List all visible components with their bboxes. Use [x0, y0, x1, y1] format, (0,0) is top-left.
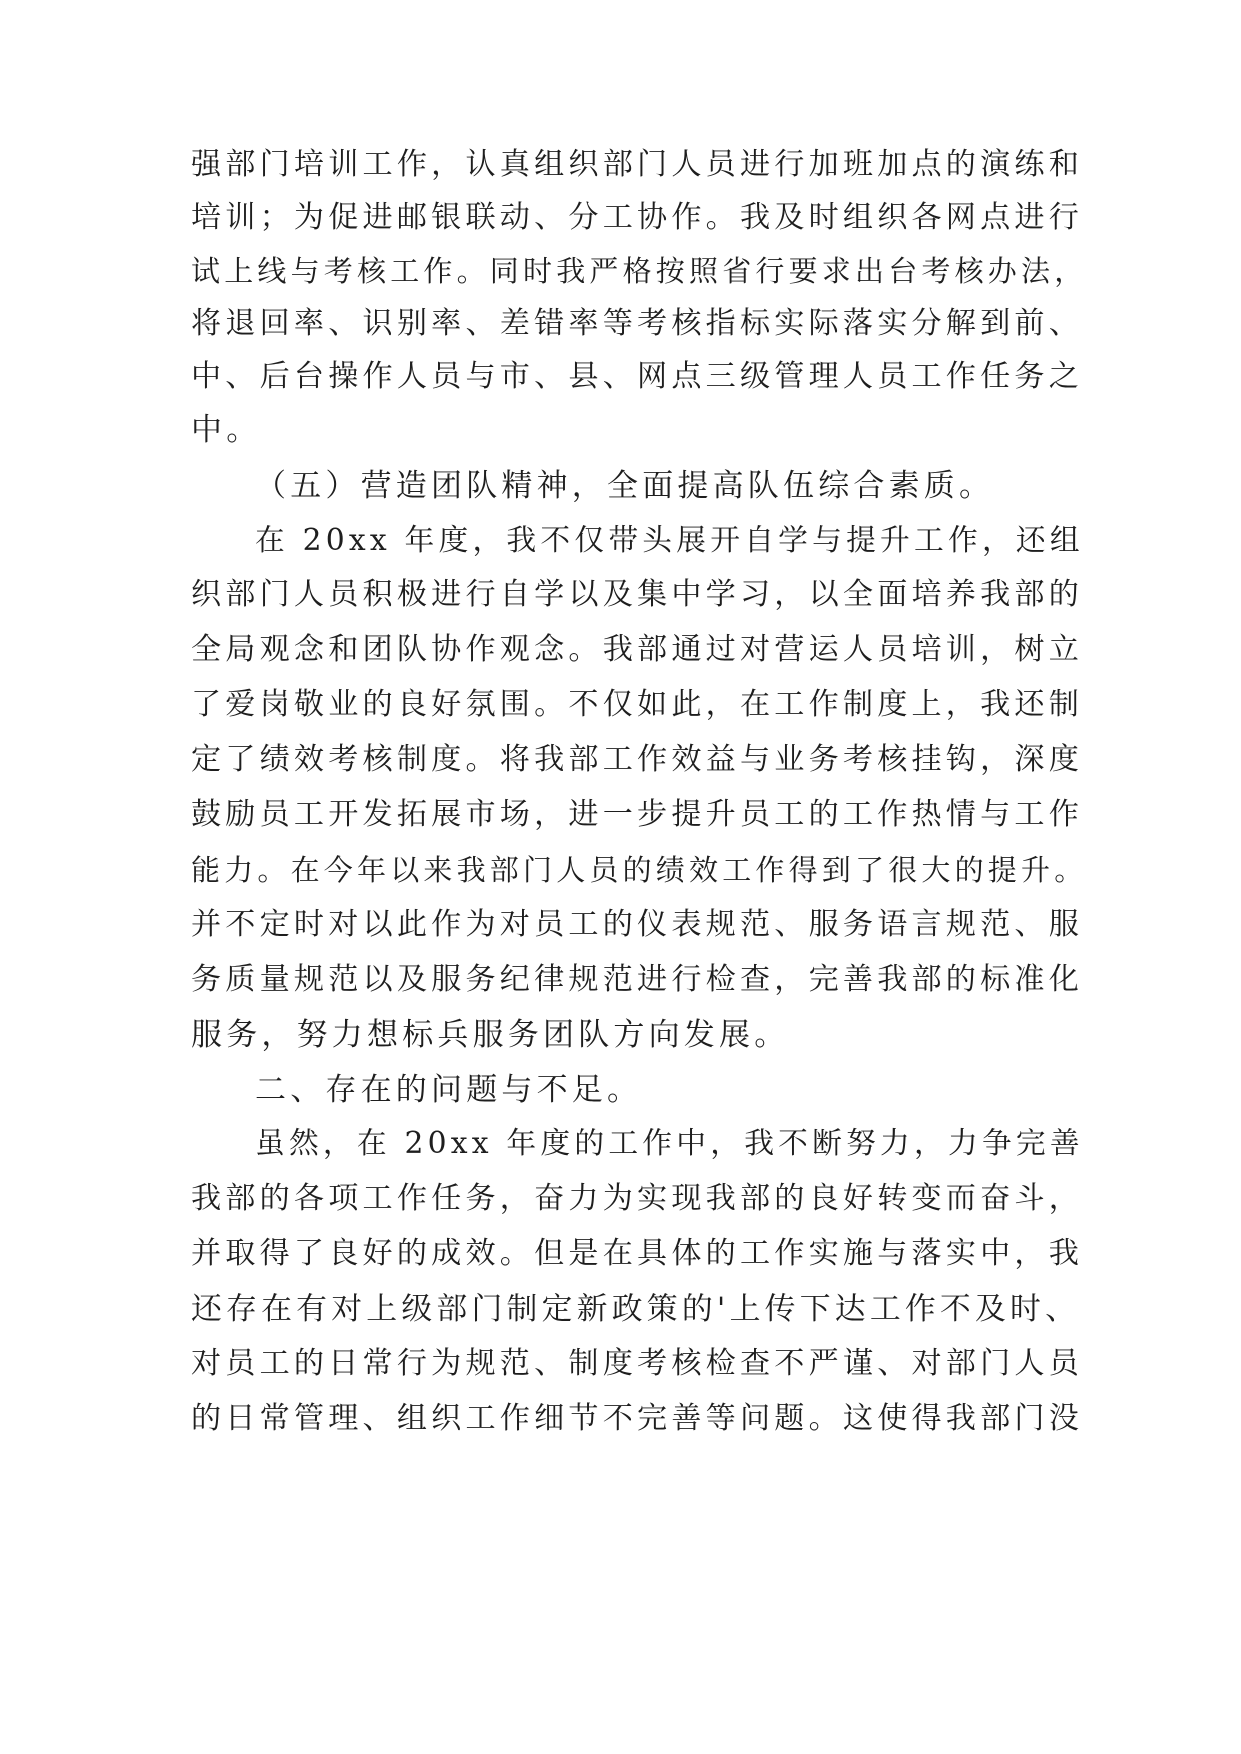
text-line: 服务，努力想标兵服务团队方向发展。	[191, 1017, 790, 1053]
text-line: 务质量规范以及服务纪律规范进行检查，完善我部的标准化	[191, 962, 1084, 997]
text-line: 全局观念和团队协作观念。我部通过对营运人员培训，树立	[191, 632, 1084, 667]
text-line: 了爱岗敬业的良好氛围。不仅如此，在工作制度上，我还制	[191, 687, 1084, 722]
text-line: 试上线与考核工作。同时我严格按照省行要求出台考核办法，	[191, 254, 1088, 288]
text-line: 并不定时对以此作为对员工的仪表规范、服务语言规范、服	[191, 907, 1084, 942]
text-line: 对员工的日常行为规范、制度考核检查不严谨、对部门人员	[191, 1346, 1084, 1381]
text-line: 将退回率、识别率、差错率等考核指标实际落实分解到前、	[191, 306, 1084, 341]
text-line: 还存在有对上级部门制定新政策的'上传下达工作不及时、	[191, 1291, 1081, 1327]
section-heading: （五）营造团队精神，全面提高队伍综合素质。	[255, 468, 995, 504]
text-line: 强部门培训工作，认真组织部门人员进行加班加点的演练和	[191, 147, 1084, 182]
text-line: 虽然，在 20xx 年度的工作中，我不断努力，力争完善	[255, 1126, 1084, 1161]
text-line: 中、后台操作人员与市、县、网点三级管理人员工作任务之	[191, 359, 1084, 394]
text-line: 鼓励员工开发拓展市场，进一步提升员工的工作热情与工作	[191, 797, 1084, 832]
text-line: 在 20xx 年度，我不仅带头展开自学与提升工作，还组	[255, 523, 1084, 558]
text-line: 并取得了良好的成效。但是在具体的工作实施与落实中，我	[191, 1236, 1084, 1271]
text-line: 培训；为促进邮银联动、分工协作。我及时组织各网点进行	[191, 200, 1084, 235]
section-heading: 二、存在的问题与不足。	[255, 1072, 643, 1108]
text-line: 我部的各项工作任务，奋力为实现我部的良好转变而奋斗，	[191, 1181, 1084, 1216]
text-line: 定了绩效考核制度。将我部工作效益与业务考核挂钩，深度	[191, 742, 1084, 777]
text-line: 能力。在今年以来我部门人员的绩效工作得到了很大的提升。	[191, 853, 1088, 887]
text-line: 中。	[191, 412, 262, 448]
text-line: 织部门人员积极进行自学以及集中学习，以全面培养我部的	[191, 577, 1084, 612]
text-line: 的日常管理、组织工作细节不完善等问题。这使得我部门没	[191, 1401, 1084, 1436]
